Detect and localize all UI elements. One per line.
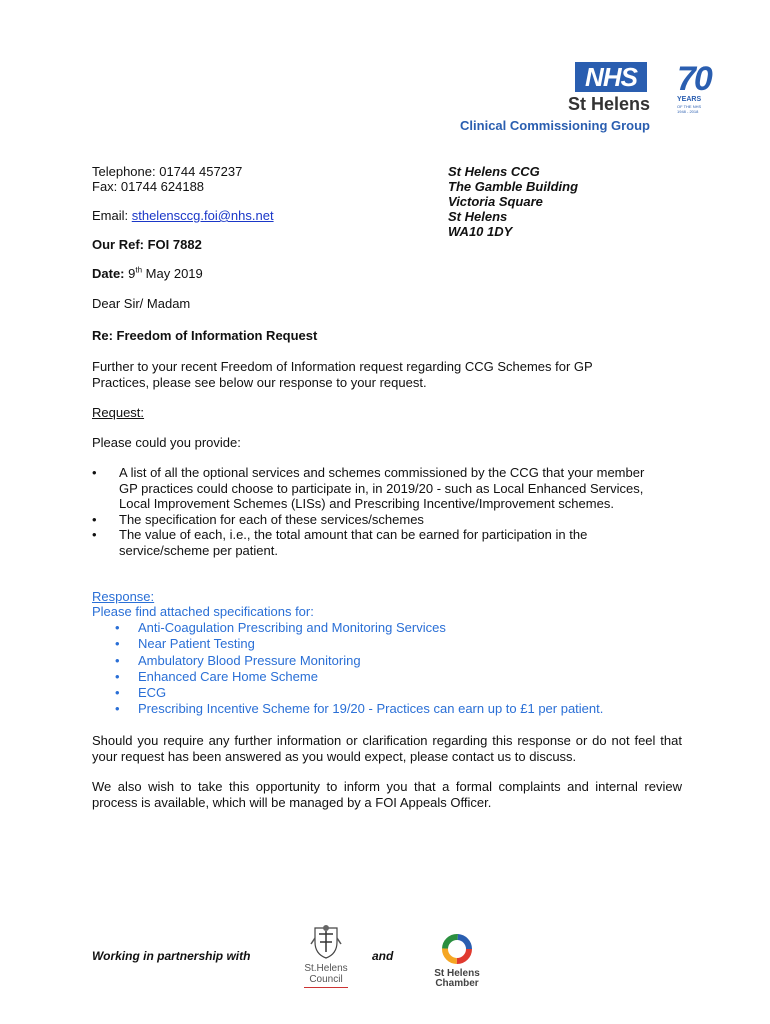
response-list	[115, 620, 603, 718]
date-rest: May 2019	[145, 266, 203, 281]
chamber-ring-icon	[440, 932, 474, 966]
request-list	[92, 465, 652, 558]
request-lead: Please could you provide:	[92, 435, 241, 450]
closing-paragraph-2: We also wish to take this opportunity to inform you that a formal complaints and internal review process is available, which will be managed by a FOI Appeals Officer.	[92, 779, 682, 810]
address-line: St Helens CCG	[448, 164, 540, 179]
response-item: • Near Patient Testing	[115, 636, 603, 652]
response-item: • Anti-Coagulation Prescribing and Monitoring Services	[115, 620, 603, 636]
council-logo	[300, 924, 352, 988]
intro-line: Further to your recent Freedom of Information request regarding CCG Schemes for GP	[92, 359, 593, 374]
anniversary-label: YEARS	[677, 96, 702, 103]
council-name-1: St.Helens	[304, 963, 348, 974]
request-heading: Request:	[92, 405, 145, 420]
date-suffix: th	[135, 265, 143, 275]
contact-block	[92, 164, 242, 194]
request-item: • A list of all the optional services and schemes commissioned by the CCG that your member GP practices could choose to participate in, in 2019/20 - such as Local Enhanced Services, Local Improvement Schemes (LISs) and Prescribing Incentive/Improvement schemes.	[92, 465, 652, 512]
fax: Fax: 01744 624188	[92, 179, 205, 194]
closing-paragraph-1: Should you require any further information or clarification regarding this response or do not feel that your request has been answered as you would expect, please contact us to discuss.	[92, 733, 682, 764]
chamber-name-1: St Helens	[434, 968, 480, 979]
address-line: St Helens	[448, 209, 508, 224]
ccg-subtitle: Clinical Commissioning Group	[460, 118, 650, 133]
date-label: Date:	[92, 266, 125, 281]
council-rule	[304, 987, 348, 988]
ccg-logo	[455, 60, 725, 140]
response-item: • Enhanced Care Home Scheme	[115, 669, 603, 685]
response-item: • Prescribing Incentive Scheme for 19/20 - Practices can earn up to £1 per patient.	[115, 701, 603, 717]
ccg-name: St Helens	[567, 94, 650, 114]
date	[92, 266, 682, 282]
address-line: Victoria Square	[448, 194, 543, 209]
response-lead: Please find attached specifications for:	[92, 604, 314, 619]
and-text: and	[372, 949, 394, 963]
subject: Re: Freedom of Information Request	[92, 328, 318, 343]
chamber-logo	[430, 932, 484, 989]
salutation: Dear Sir/ Madam	[92, 296, 191, 311]
anniversary-sub2: 1948 - 2018	[677, 109, 699, 114]
intro-line: Practices, please see below our response to your request.	[92, 375, 427, 390]
response-item: • Ambulatory Blood Pressure Monitoring	[115, 653, 603, 669]
address-line: WA10 1DY	[448, 224, 513, 239]
email-link[interactable]: sthelensccg.foi@nhs.net	[131, 208, 274, 223]
email-line	[92, 208, 274, 223]
telephone: Telephone: 01744 457237	[92, 164, 243, 179]
nhs-70-years-logo	[677, 62, 725, 118]
anniversary-sub1: OF THE NHS	[677, 104, 702, 109]
chamber-name-2: Chamber	[435, 978, 479, 989]
address-block	[448, 164, 578, 239]
date-day: 9	[128, 266, 136, 281]
response-item: • ECG	[115, 685, 603, 701]
nhs-logo: NHS	[575, 62, 647, 92]
email-label: Email:	[92, 208, 132, 223]
reference: Our Ref: FOI 7882	[92, 237, 202, 252]
request-item: • The value of each, i.e., the total amount that can be earned for participation in the service/scheme per patient.	[92, 527, 652, 558]
crest-icon	[309, 924, 343, 960]
council-name-2: Council	[309, 974, 343, 985]
address-line: The Gamble Building	[448, 179, 579, 194]
intro-paragraph	[92, 359, 682, 391]
anniversary-number: 70	[677, 60, 711, 98]
partnership-text: Working in partnership with	[92, 949, 251, 963]
request-item: • The specification for each of these services/schemes	[92, 512, 652, 528]
response-heading: Response:	[92, 589, 155, 604]
